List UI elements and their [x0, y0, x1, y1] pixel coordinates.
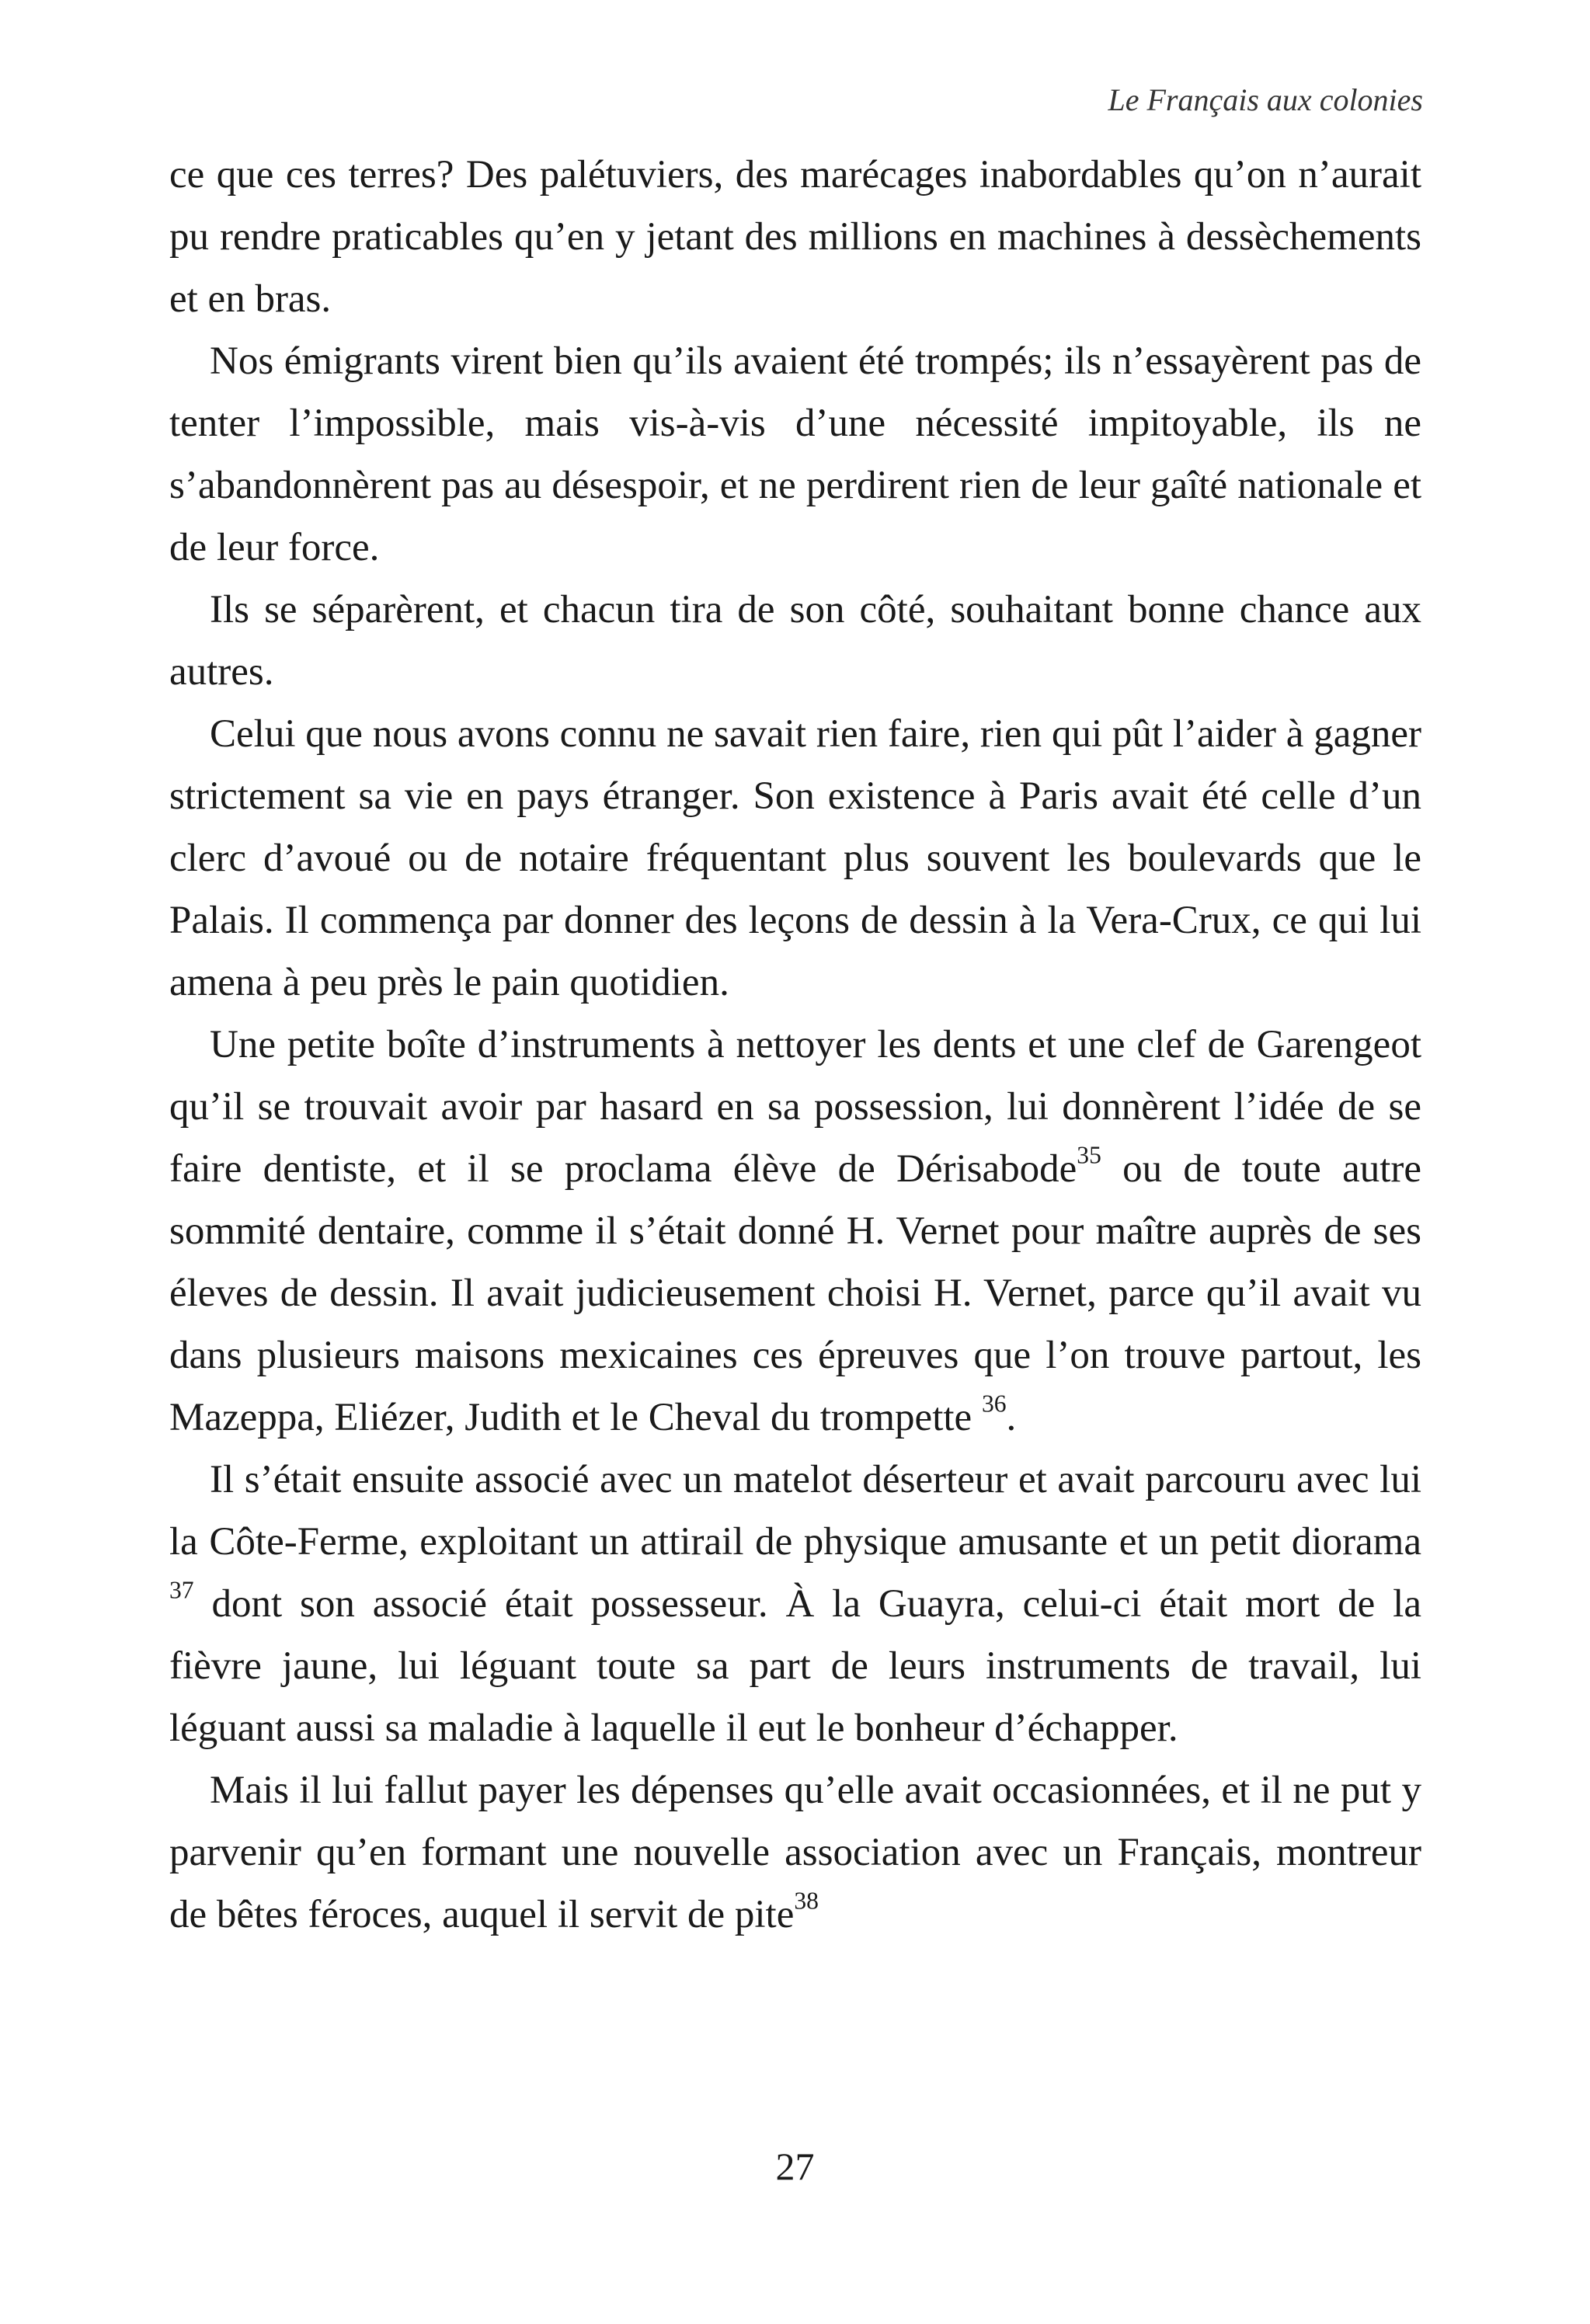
- paragraph-text: Une petite boîte d’instruments à nettoyer les dents et une clef de Garengeot qu’il se trouvait avoir par hasard en sa possession, lui donnèrent l’idée de se faire dentiste, et il se proclama élève de Dérisabode: [169, 1023, 1421, 1191]
- footnote-ref[interactable]: 38: [794, 1887, 819, 1915]
- paragraph-text: dont son associé était possesseur. À la Guayra, celui-ci était mort de la fièvre jaune, lui léguant toute sa part de leurs instruments de travail, lui léguant aussi sa maladie à laquelle il eut le bonheur d’échapper.: [169, 1582, 1421, 1750]
- paragraph: Celui que nous avons connu ne savait rien faire, rien qui pût l’aider à gagner strictement sa vie en pays étranger. Son existence à Paris avait été celle d’un clerc d’avoué ou de notaire fréquentant plus souvent les boulevards que le Palais. Il commença par donner des leçons de dessin à la Vera-Crux, ce qui lui amena à peu près le pain quotidien.: [169, 712, 1421, 1004]
- paragraph-text: Mais il lui fallut payer les dépenses qu’elle avait occasionnées, et il ne put y parvenir qu’en formant une nouvelle association avec un Français, montreur de bêtes féroces, auquel il servit de pite: [169, 1769, 1421, 1936]
- paragraph-text: Il s’était ensuite associé avec un matelot déserteur et avait parcouru avec lui la Côte-Ferme, exploitant un attirail de physique amusante et un petit diorama: [169, 1458, 1421, 1564]
- paragraph: [169, 1449, 1421, 1759]
- footnote-ref[interactable]: 36: [981, 1390, 1007, 1418]
- paragraph-text: ou de toute autre sommité dentaire, comme il s’était donné H. Vernet pour maître auprès de ses éleves de dessin. Il avait judicieusement choisi H. Vernet, parce qu’il avait vu dans plusieurs maisons mexicaines ces épreuves que l’on trouve partout, les Mazeppa, Eliézer, Judith et le Cheval du trompette: [169, 1147, 1421, 1439]
- paragraph-text: .: [1006, 1396, 1017, 1439]
- page-number: 27: [775, 2145, 815, 2188]
- paragraph: Ils se séparèrent, et chacun tira de son côté, souhaitant bonne chance aux autres.: [169, 588, 1421, 694]
- body-text: [169, 144, 1421, 1946]
- paragraph: [169, 1014, 1421, 1449]
- paragraph: ce que ces terres? Des palétuviers, des marécages inabordables qu’on n’aurait pu rendre praticables qu’en y jetant des millions en machines à dessèchements et en bras.: [169, 153, 1421, 321]
- running-head: Le Français aux colonies: [1108, 82, 1423, 117]
- footnote-ref[interactable]: 35: [1077, 1141, 1101, 1169]
- paragraph: Nos émigrants virent bien qu’ils avaient été trompés; ils n’essayèrent pas de tenter l’impossible, mais vis-à-vis d’une nécessité impitoyable, ils ne s’abandonnèrent pas au désespoir, et ne perdirent rien de leur gaîté nationale et de leur force.: [169, 339, 1421, 569]
- paragraph: [169, 1759, 1421, 1946]
- footnote-ref[interactable]: 37: [169, 1576, 194, 1604]
